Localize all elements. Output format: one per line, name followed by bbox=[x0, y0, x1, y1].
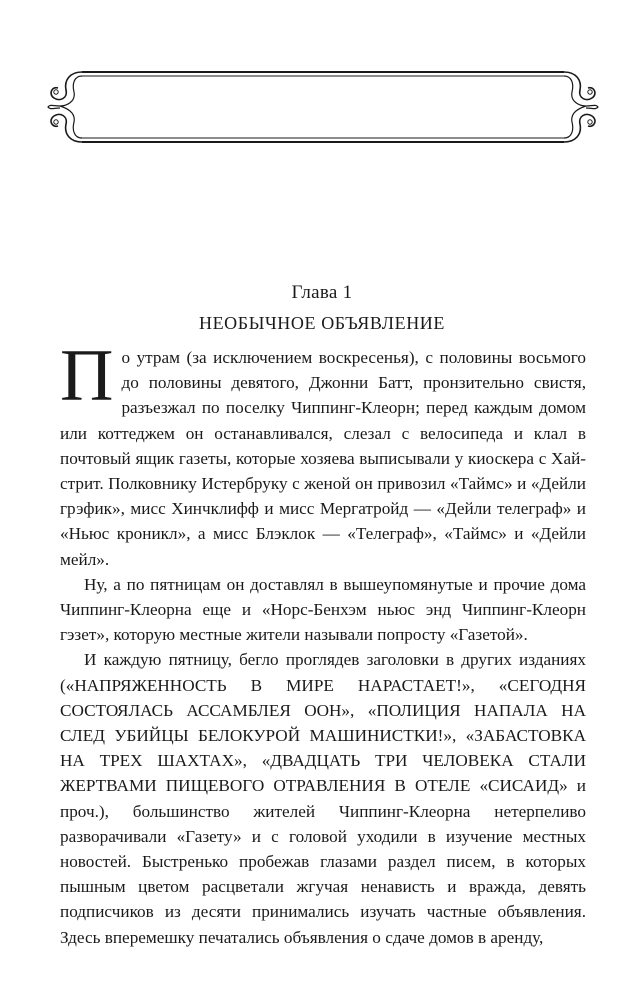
ornamental-frame bbox=[44, 62, 602, 152]
paragraph-1 bbox=[60, 335, 586, 572]
paragraph-1-text: о утрам (за исключением воскресенья), с половины восьмого до половины девятого, Джонни Батт, пронзительно свистя, разъезжал по поселку Чиппинг-Клеорн; перед каждым домом или коттеджем он останавливался, слезал с велосипеда и клал в почтовый ящик газеты, которые хозяева выписывали у киоскера с Хай-стрит. Полковнику Истербруку с женой он привозил «Таймс» и «Дейли грэфик», мисс Хинчклифф и мисс Мергатройд — «Дейли телеграф» и «Ньюс кроникл», а мисс Блэклок — «Телеграф», «Таймс» и «Дейли мейл». bbox=[60, 348, 586, 569]
paragraph-2: Ну, а по пятницам он доставлял в вышеупомянутые и прочие дома Чиппинг-Клеорна еще и «Норс-Бенхэм ньюс энд Чиппинг-Клеорн гэзет», которую местные жители называли попросту «Газетой». bbox=[60, 574, 586, 645]
chapter-number: Глава 1 bbox=[291, 282, 353, 303]
chapter-title: НЕОБЫЧНОЕ ОБЪЯВЛЕНИЕ bbox=[198, 313, 446, 333]
drop-cap: П bbox=[60, 335, 114, 417]
body-text bbox=[60, 335, 586, 950]
paragraph-3: И каждую пятницу, бегло проглядев заголовки в других изданиях («НАПРЯЖЕННОСТЬ В МИРЕ НАРАСТАЕТ!», «СЕГОДНЯ СОСТОЯЛАСЬ АССАМБЛЕЯ ООН», «ПОЛИЦИЯ НАПАЛА НА СЛЕД УБИЙЦЫ БЕЛОКУРОЙ МАШИНИСТКИ!», «ЗАБАСТОВКА НА ТРЕХ ШАХТАХ», «ДВАДЦАТЬ ТРИ ЧЕЛОВЕКА СТАЛИ ЖЕРТВАМИ ПИЩЕВОГО ОТРАВЛЕНИЯ В ОТЕЛЕ «СИСАИД» и проч.), большинство жителей Чиппинг-Клеорна нетерпеливо разворачивали «Газету» и с головой уходили в изучение местных новостей. Быстренько пробежав глазами раздел писем, в которых пышным цветом расцветали жгучая ненависть и вражда, девять подписчиков из десяти принимались изучать частные объявления. Здесь вперемешку печатались объявления о сдаче домов в аренду, bbox=[60, 650, 586, 947]
